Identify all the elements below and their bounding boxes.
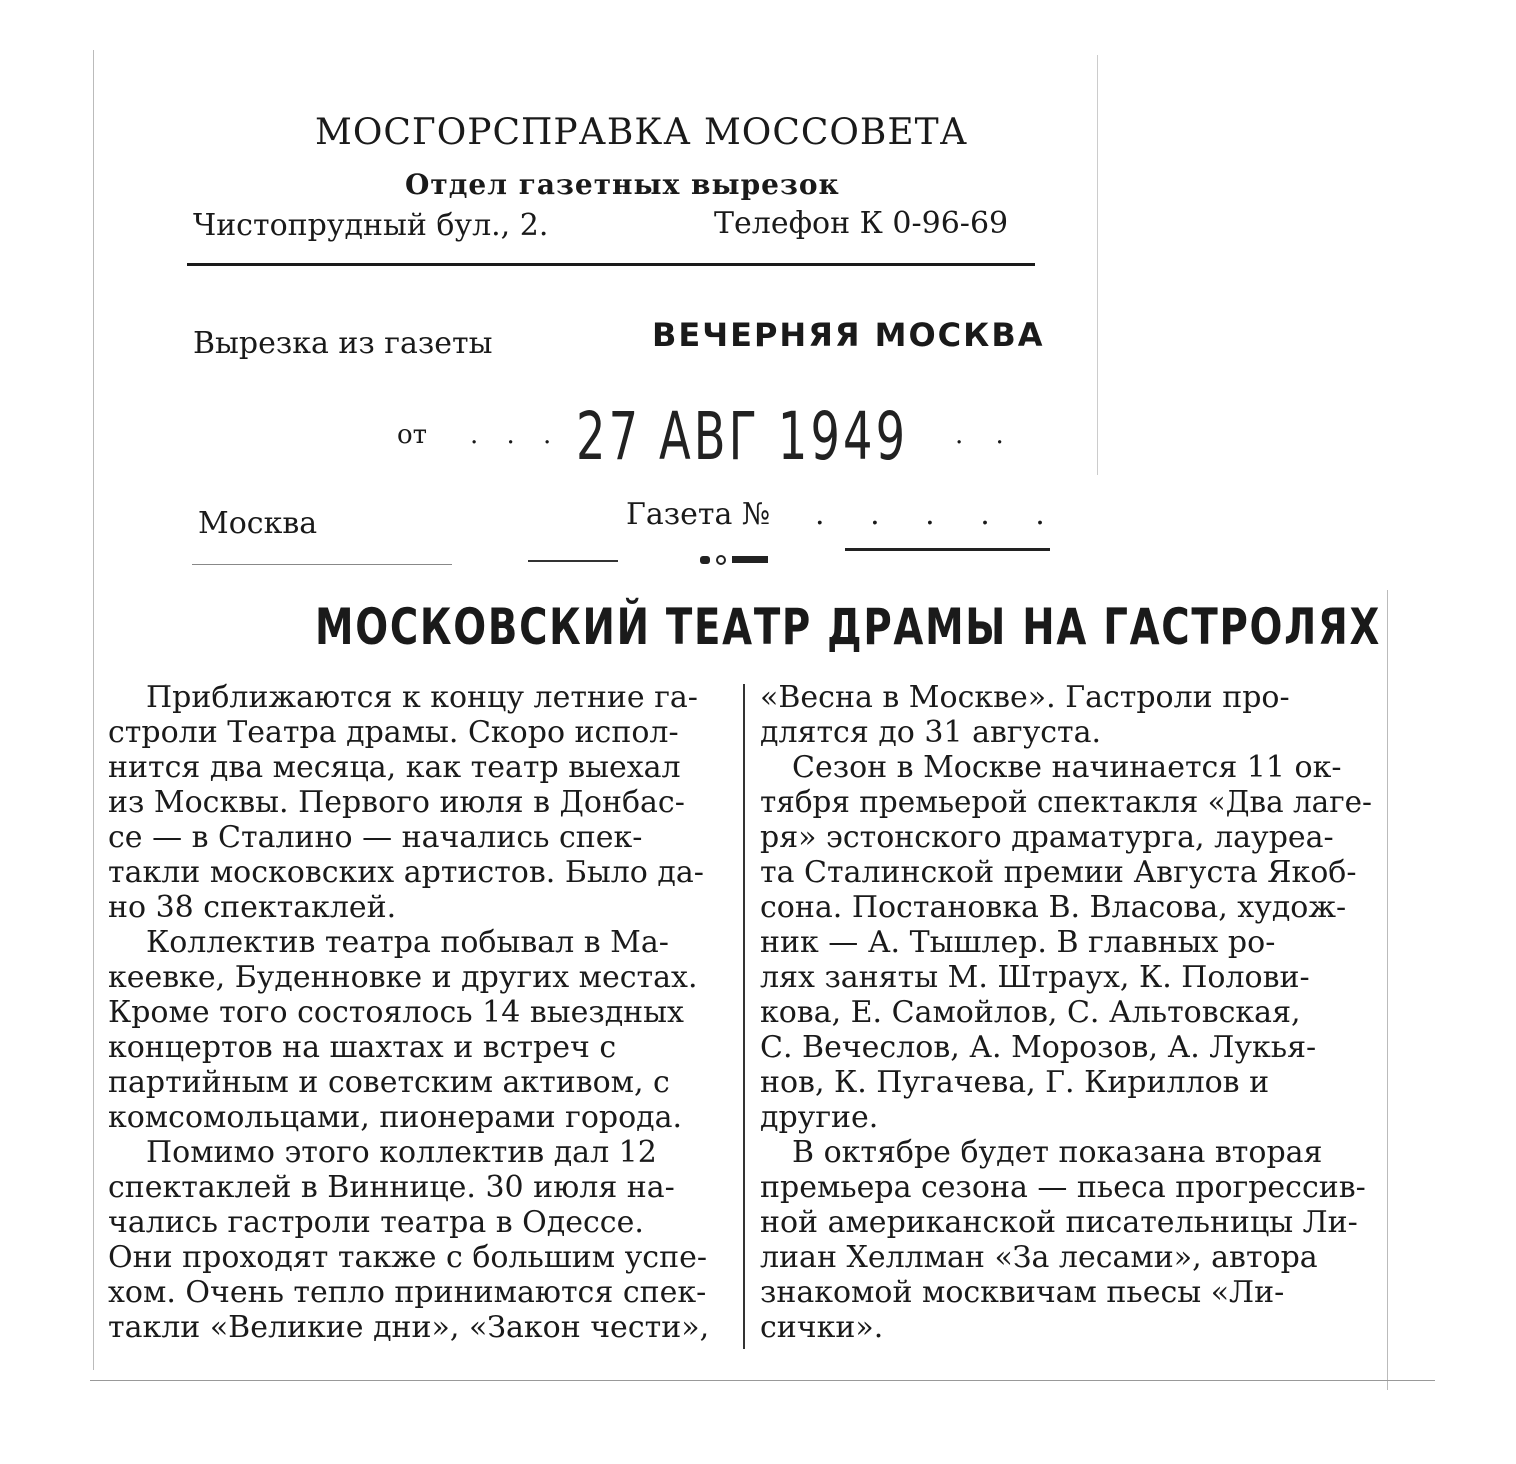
text-line: длятся до 31 августа. [760, 715, 1102, 750]
org-title: МОСГОРСПРАВКА МОССОВЕТА [315, 112, 968, 153]
text-line: Коллектив театра побывал в Ма- [146, 925, 669, 960]
address: Чистопрудный бул., 2. [193, 208, 549, 243]
text-line: такли «Великие дни», «Закон чести», [108, 1310, 710, 1345]
text-line: концертов на шахтах и встреч с [108, 1030, 617, 1065]
date-trailing-dots: . . [955, 420, 1016, 450]
text-line: та Сталинской премии Августа Якоб- [760, 855, 1357, 890]
ornament-bar [732, 556, 768, 563]
date-stamp: 27 АВГ 1949 [576, 398, 909, 475]
text-line: тября премьерой спектакля «Два лаге- [760, 785, 1372, 820]
text-line: В октябре будет показана вторая [792, 1135, 1323, 1170]
text-line: ря» эстонского драматурга, лауреа- [760, 820, 1334, 855]
scan-frame-right [1387, 590, 1388, 1390]
scan-frame-top-right [1097, 55, 1098, 475]
text-line: Сезон в Москве начинается 11 ок- [792, 750, 1342, 785]
article-column-left [108, 680, 728, 1345]
text-line: Они проходят также с большим успе- [108, 1240, 707, 1275]
ornament-circle [716, 555, 726, 565]
text-line: комсомольцами, пионерами города. [108, 1100, 683, 1135]
text-line: хом. Очень тепло принимаются спек- [108, 1275, 707, 1310]
header-rule [187, 263, 1035, 266]
phone: Телефон К 0-96-69 [714, 206, 1009, 241]
text-line: премьера сезона — пьеса прогрессив- [760, 1170, 1366, 1205]
text-line: но 38 спектаклей. [108, 890, 397, 925]
ornament-dash [700, 556, 710, 564]
newspaper-name: ВЕЧЕРНЯЯ МОСКВА [652, 316, 1045, 354]
text-line: сички». [760, 1310, 884, 1345]
text-line: «Весна в Москве». Гастроли про- [760, 680, 1290, 715]
article-headline: МОСКОВСКИЙ ТЕАТР ДРАМЫ НА ГАСТРОЛЯХ [315, 598, 1382, 656]
text-line: кеевке, Буденновке и других местах. [108, 960, 698, 995]
text-line: чались гастроли театра в Одессе. [108, 1205, 644, 1240]
text-line: лиан Хеллман «За лесами», автора [760, 1240, 1318, 1275]
scan-frame-bottom [90, 1380, 1435, 1381]
text-line: Приближаются к концу летние га- [146, 680, 698, 715]
text-line: Кроме того состоялось 14 выездных [108, 995, 684, 1030]
text-line: из Москвы. Первого июля в Донбас- [108, 785, 685, 820]
text-line: ной американской писательницы Ли- [760, 1205, 1358, 1240]
divider-right [845, 548, 1050, 551]
text-line: С. Вечеслов, А. Морозов, А. Лукья- [760, 1030, 1317, 1065]
text-line: Помимо этого коллектив дал 12 [146, 1135, 657, 1170]
scan-frame-left [93, 50, 94, 1370]
text-line: сона. Постановка В. Власова, худож- [760, 890, 1347, 925]
divider-left [192, 564, 452, 565]
text-line: строли Театра драмы. Скоро испол- [108, 715, 679, 750]
paper-number-label: Газета № [626, 497, 771, 532]
article-column-right [760, 680, 1372, 1345]
column-rule [743, 684, 745, 1349]
divider-mid [528, 560, 618, 562]
date-label: от [397, 420, 428, 450]
text-line: такли московских артистов. Было да- [108, 855, 704, 890]
text-line: спектаклей в Виннице. 30 июля на- [108, 1170, 675, 1205]
text-line: знакомой москвичам пьесы «Ли- [760, 1275, 1285, 1310]
paper-number-dots: . . . . . [815, 497, 1063, 532]
text-line: кова, Е. Самойлов, С. Альтовская, [760, 995, 1301, 1030]
date-leader-dots: . . . [470, 420, 562, 450]
clipping-label: Вырезка из газеты [193, 326, 493, 361]
city: Москва [198, 506, 318, 541]
department-title: Отдел газетных вырезок [405, 168, 840, 201]
text-line: ник — А. Тышлер. В главных ро- [760, 925, 1276, 960]
text-line: лях заняты М. Штраух, К. Полови- [760, 960, 1310, 995]
text-line: нится два месяца, как театр выехал [108, 750, 681, 785]
text-line: другие. [760, 1100, 879, 1135]
text-line: се — в Сталино — начались спек- [108, 820, 643, 855]
text-line: партийным и советским активом, с [108, 1065, 670, 1100]
text-line: нов, К. Пугачева, Г. Кириллов и [760, 1065, 1270, 1100]
